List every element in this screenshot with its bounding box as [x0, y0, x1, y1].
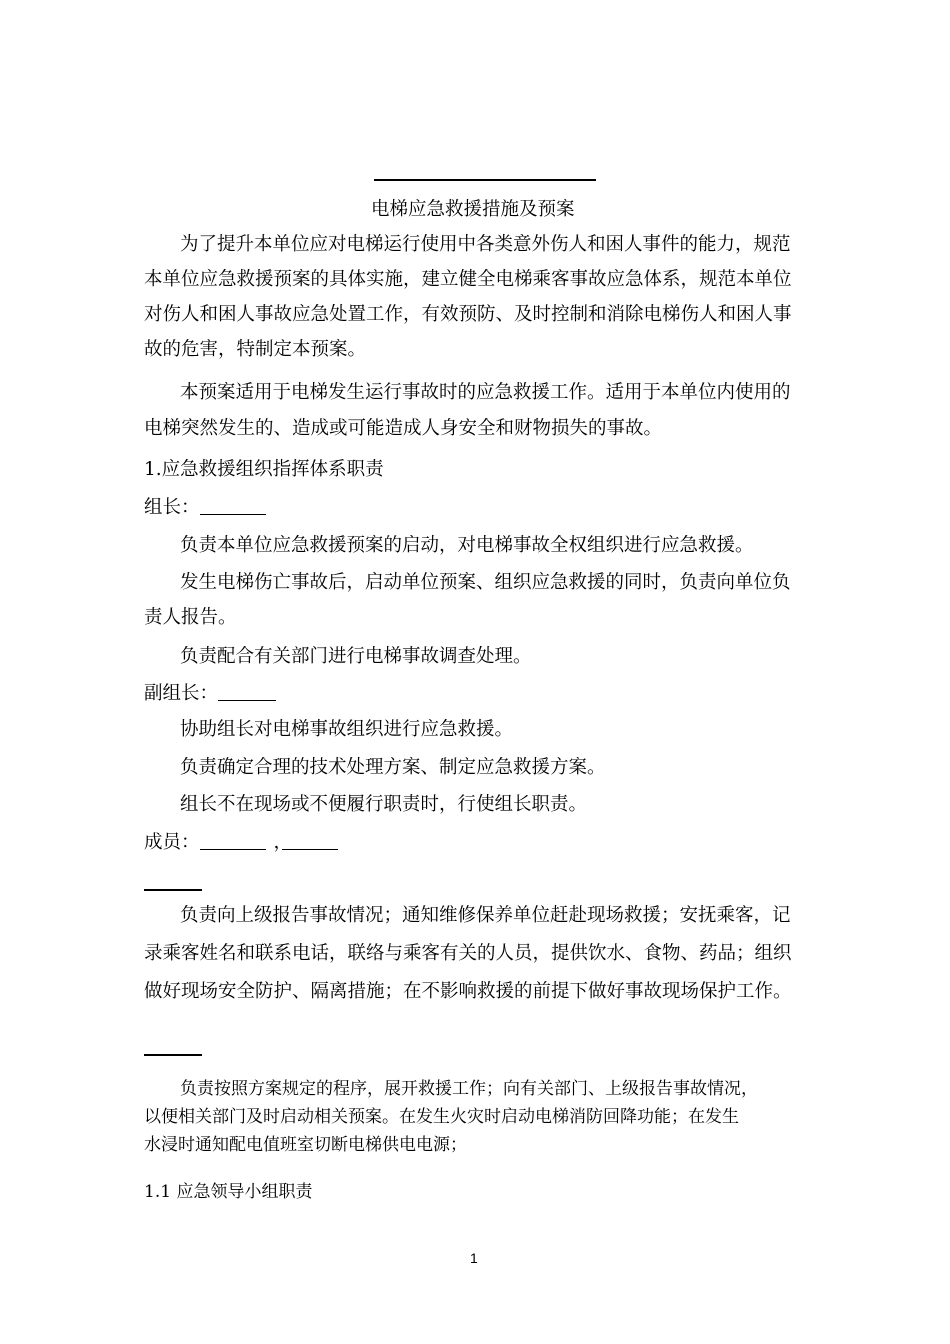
- intro-p2-line: 电梯突然发生的、造成或可能造成人身安全和财物损失的事故。: [144, 418, 663, 439]
- group1-duty-line: 做好现场安全防护、隔离措施；在不影响救援的前提下做好事故现场保护工作。: [144, 981, 792, 1002]
- deputy-row: [144, 682, 276, 706]
- deputy-duty: 协助组长对电梯事故组织进行应急救援。: [180, 719, 514, 740]
- intro-p1-line: 本单位应急救援预案的具体实施，建立健全电梯乘客事故应急体系，规范本单位: [144, 269, 792, 290]
- deputy-duty: 负责确定合理的技术处理方案、制定应急救援方案。: [180, 757, 606, 778]
- intro-p2-line: 本预案适用于电梯发生运行事故时的应急救援工作。适用于本单位内使用的: [180, 382, 791, 403]
- group2-duty-line: 以便相关部门及时启动相关预案。在发生火灾时启动电梯消防回降功能；在发生: [144, 1107, 739, 1127]
- leader-duty: 发生电梯伤亡事故后，启动单位预案、组织应急救援的同时，负责向单位负: [180, 572, 791, 593]
- members-label: 成员：: [144, 832, 200, 853]
- leader-blank: [200, 496, 266, 515]
- deputy-label: 副组长：: [144, 683, 219, 704]
- group1-duty-line: 录乘客姓名和联系电话，联络与乘客有关的人员，提供饮水、食物、药品；组织: [144, 943, 792, 964]
- document-title: 电梯应急救援措施及预案: [371, 199, 575, 220]
- intro-p1-line: 对伤人和困人事故应急处置工作，有效预防、及时控制和消除电梯伤人和困人事: [144, 304, 792, 325]
- members-blank-2: [282, 831, 338, 850]
- members-separator: ，: [273, 832, 293, 853]
- title-rule: [374, 179, 596, 181]
- intro-p1-line: 为了提升本单位应对电梯运行使用中各类意外伤人和困人事件的能力，规范: [180, 234, 791, 255]
- leader-row: [144, 496, 266, 520]
- page-number: 1: [470, 1250, 478, 1266]
- leader-label: 组长：: [144, 497, 200, 518]
- group2-duty-line: 负责按照方案规定的程序，展开救援工作；向有关部门、上级报告事故情况，: [180, 1079, 758, 1099]
- deputy-blank: [218, 682, 276, 701]
- members-row: [144, 831, 338, 855]
- group-name-blank: [144, 889, 202, 891]
- members-blank-1: [200, 831, 266, 850]
- leader-duty: 负责配合有关部门进行电梯事故调查处理。: [180, 646, 532, 667]
- intro-p1-line: 故的危害，特制定本预案。: [144, 339, 367, 360]
- section-heading: 1.应急救援组织指挥体系职责: [144, 459, 384, 480]
- leader-duty: 责人报告。: [144, 607, 237, 628]
- leader-duty: 负责本单位应急救援预案的启动，对电梯事故全权组织进行应急救援。: [180, 535, 754, 556]
- group2-duty-line: 水浸时通知配电值班室切断电梯供电电源；: [144, 1135, 467, 1155]
- subsection-heading: 1.1 应急领导小组职责: [144, 1182, 313, 1202]
- deputy-duty: 组长不在现场或不便履行职责时，行使组长职责。: [180, 794, 588, 815]
- group1-duty-line: 负责向上级报告事故情况；通知维修保养单位赶赴现场救援；安抚乘客，记: [180, 905, 791, 926]
- group-name-blank: [144, 1054, 202, 1056]
